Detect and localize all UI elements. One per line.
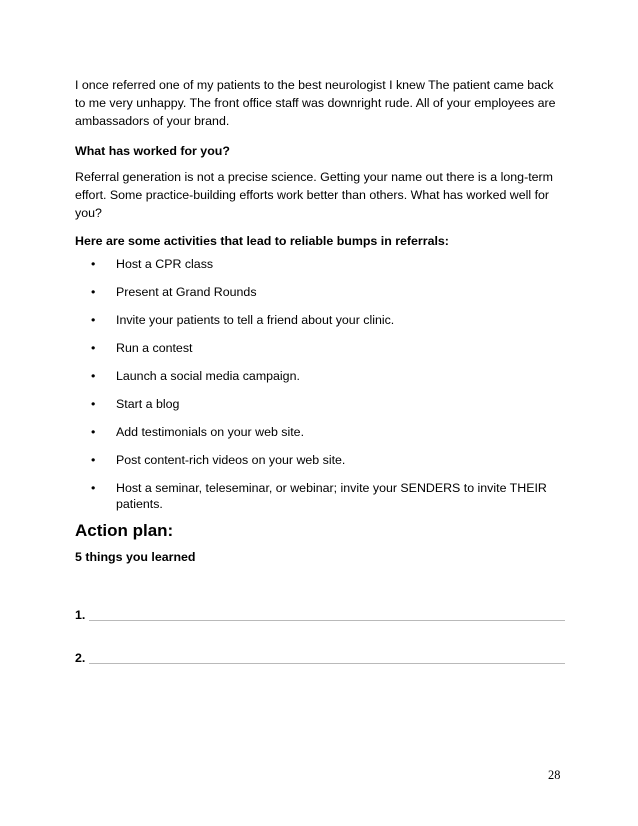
activity-text: Add testimonials on your web site. xyxy=(116,425,305,439)
action-plan-title: Action plan: xyxy=(75,521,174,540)
activities-list xyxy=(75,256,565,512)
activity-text: Present at Grand Rounds xyxy=(116,285,257,299)
activity-text: Launch a social media campaign. xyxy=(116,369,300,383)
activity-text: Invite your patients to tell a friend about your clinic. xyxy=(116,313,395,327)
list-item xyxy=(91,340,565,356)
bullet-icon: • xyxy=(91,397,96,411)
activity-text: Run a contest xyxy=(116,341,193,355)
answer-rule xyxy=(89,620,565,621)
list-item xyxy=(91,256,565,272)
list-item xyxy=(91,368,565,384)
bullet-icon: • xyxy=(91,257,96,271)
bullet-icon: • xyxy=(91,369,96,383)
answer-rule xyxy=(89,663,565,664)
bullet-icon: • xyxy=(91,425,96,439)
document-page xyxy=(75,76,565,566)
list-item xyxy=(91,424,565,440)
heading-activities: Here are some activities that lead to reliable bumps in referrals: xyxy=(75,234,449,248)
list-item xyxy=(91,452,565,468)
things-learned-label: 5 things you learned xyxy=(75,550,196,564)
list-item xyxy=(91,396,565,412)
page-number: 28 xyxy=(548,768,561,782)
list-item xyxy=(91,284,565,300)
bullet-icon: • xyxy=(91,285,96,299)
list-item xyxy=(91,312,565,328)
list-item xyxy=(91,480,565,512)
answer-number: 1. xyxy=(75,608,86,622)
activity-text: Post content-rich videos on your web site. xyxy=(116,453,346,467)
activity-text: Host a seminar, teleseminar, or webinar; invite your SENDERS to invite THEIR patients. xyxy=(116,481,547,511)
answer-number: 2. xyxy=(75,651,86,665)
activity-text: Host a CPR class xyxy=(116,257,214,271)
bullet-icon: • xyxy=(91,313,96,327)
bullet-icon: • xyxy=(91,481,96,495)
heading-what-has-worked: What has worked for you? xyxy=(75,144,230,158)
referral-paragraph: Referral generation is not a precise science. Getting your name out there is a long-term effort. Some practice-building efforts work better than others. What has worked well for you? xyxy=(75,170,553,220)
bullet-icon: • xyxy=(91,341,96,355)
intro-paragraph: I once referred one of my patients to the best neurologist I knew The patient came back to me very unhappy. The front office staff was downright rude. All of your employees are ambassadors of your brand. xyxy=(75,78,556,128)
activity-text: Start a blog xyxy=(116,397,180,411)
bullet-icon: • xyxy=(91,453,96,467)
